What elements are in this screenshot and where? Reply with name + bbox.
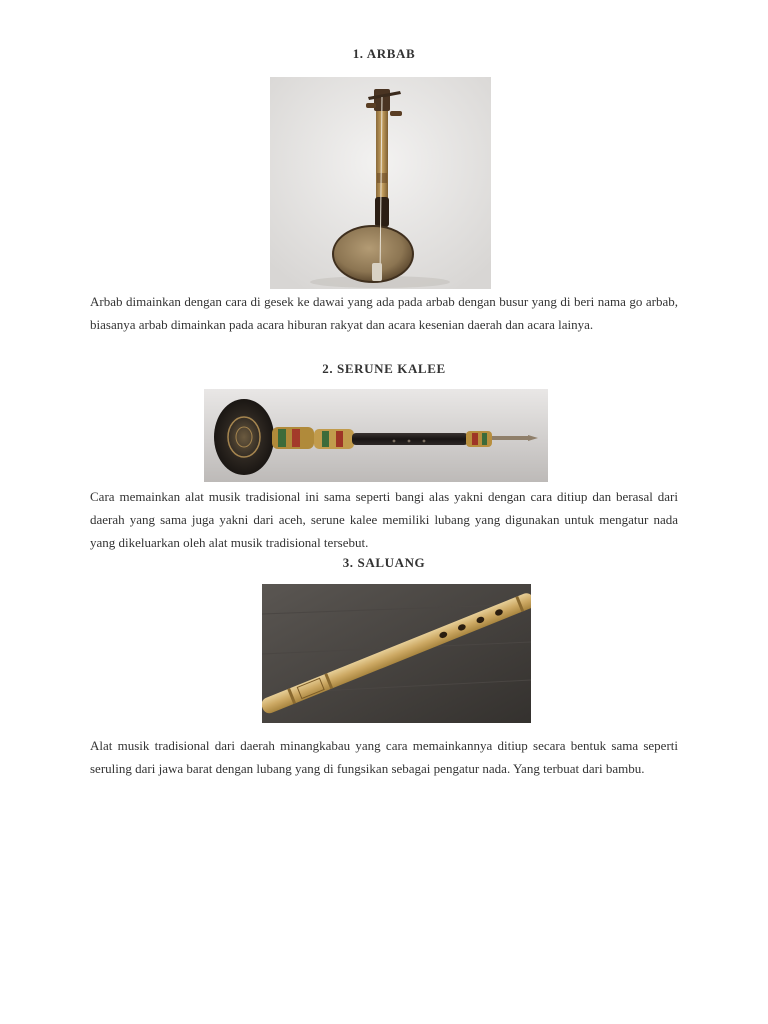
section-2-paragraph: Cara memainkan alat musik tradisional ini sama seperti bangi alas yakni dengan cara ditiup dan berasal dari daerah yang sama juga yakni dari aceh, serune kalee memiliki lubang yang digunakan untuk mengatur nada yang dikeluarkan oleh alat musik tradisional tersebut. [90, 489, 678, 550]
serune-kalee-instrument-photo [204, 389, 548, 482]
section-1-paragraph: Arbab dimainkan dengan cara di gesek ke dawai yang ada pada arbab dengan busur yang di beri nama go arbab, biasanya arbab dimainkan pada acara hiburan rakyat dan acara kesenian daerah dan acara lainya. [90, 294, 678, 332]
section-1-heading: 1. ARBAB [352, 46, 416, 61]
section-2-heading: 2. SERUNE KALEE [322, 361, 446, 376]
arbab-instrument-photo [270, 77, 491, 289]
section-3-paragraph: Alat musik tradisional dari daerah minangkabau yang cara memainkannya ditiup secara bentuk sama seperti seruling dari jawa barat dengan lubang yang di fungsikan sebagai pengatur nada. Yang terbuat dari bambu. [90, 738, 678, 776]
section-3-heading: 3. SALUANG [342, 555, 426, 570]
saluang-instrument-photo [262, 584, 531, 723]
